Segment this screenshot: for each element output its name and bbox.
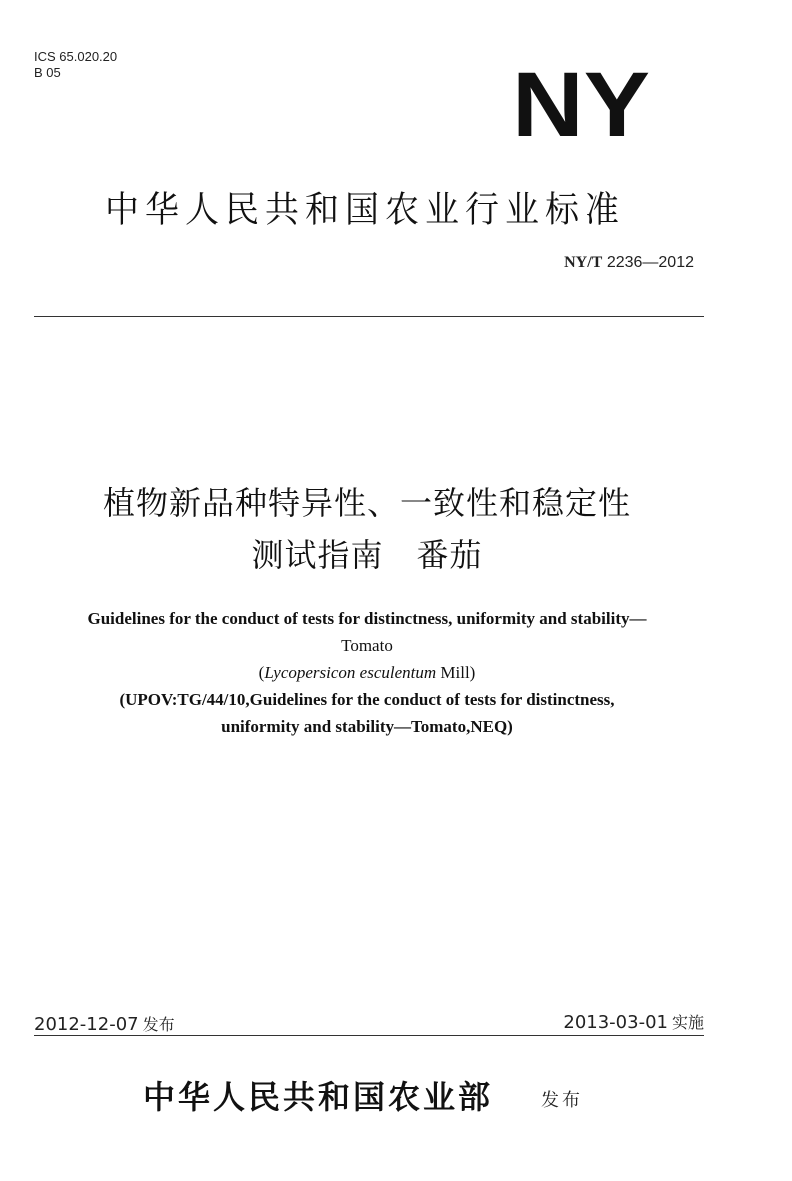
en-title-line2: Tomato — [341, 636, 393, 655]
standard-category-title: 中华人民共和国农业行业标准 — [105, 189, 625, 232]
upov-line1: (UPOV:TG/44/10,Guidelines for the conduct of tests for distinctness, — [119, 690, 615, 709]
latin-author: Mill) — [436, 663, 476, 682]
standard-code — [564, 254, 694, 272]
publish-date-label: 发布 — [142, 1015, 175, 1034]
ics-code: ICS 65.020.20 — [34, 49, 118, 64]
cn-title-line2: 测试指南 番茄 — [251, 536, 483, 574]
ccs-code: B 05 — [34, 65, 61, 80]
standard-code-number: 2236—2012 — [606, 254, 694, 271]
cn-title-line1: 植物新品种特异性、一致性和稳定性 — [102, 484, 631, 522]
bottom-divider — [34, 1035, 704, 1036]
latin-name-line — [0, 663, 734, 683]
implement-date-label: 实施 — [671, 1013, 704, 1032]
issue-label: 发布 — [541, 1090, 583, 1111]
standard-code-prefix: NY/T — [564, 254, 603, 271]
ny-logo — [512, 60, 652, 140]
publish-date-value: 2012-12-07 — [34, 1014, 139, 1035]
upov-line2: uniformity and stability—Tomato,NEQ) — [221, 717, 513, 736]
en-title-line1: Guidelines for the conduct of tests for distinctness, uniformity and stability— — [87, 609, 647, 628]
latin-species-name: Lycopersicon esculentum — [264, 663, 437, 682]
publish-date — [34, 1012, 175, 1035]
implement-date — [563, 1010, 704, 1033]
implement-date-value: 2013-03-01 — [563, 1012, 668, 1033]
top-divider — [34, 316, 704, 317]
ny-logo-text: NY — [512, 60, 650, 140]
latin-open-paren: ( — [258, 663, 265, 682]
issuing-authority: 中华人民共和国农业部 — [143, 1078, 494, 1116]
